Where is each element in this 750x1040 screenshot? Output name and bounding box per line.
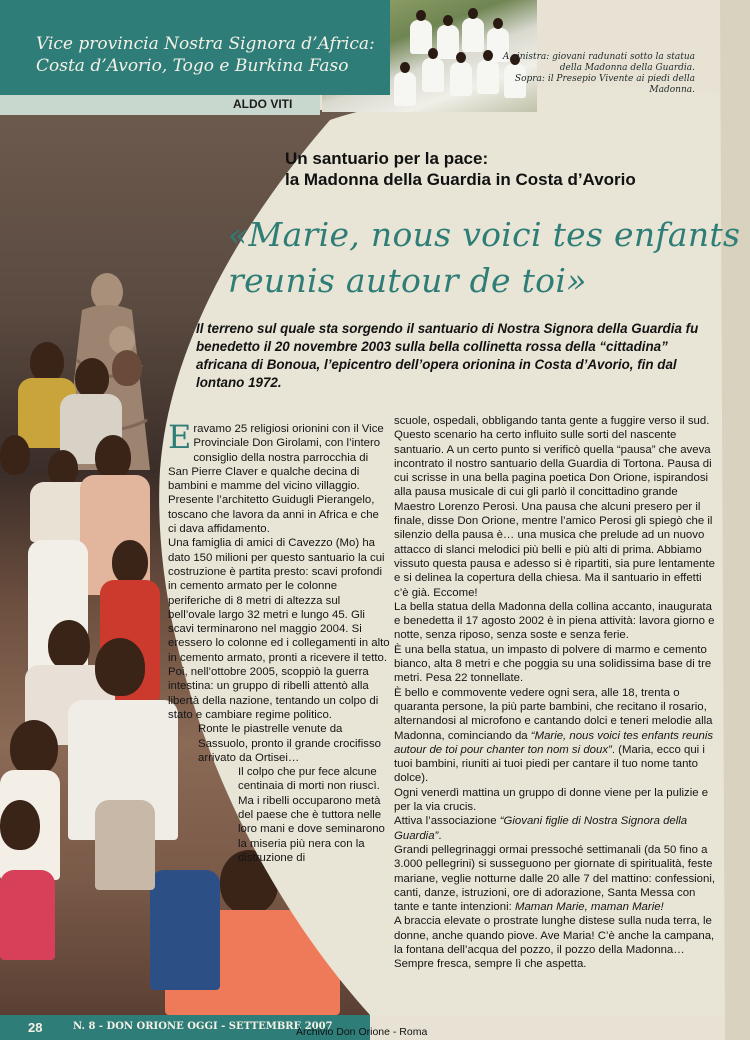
- drop-cap: E: [168, 418, 192, 456]
- col1-paragraph-2: Una famiglia di amici di Cavezzo (Mo) ha dato 150 milioni per questo santuario la cui costruzione è partita presto: scavi profondi in cemento armato per le colonne periferiche di 8 metri di altezza sul bell’ovale largo 32 metri e lungo 45. Gli scavi terminarono nel maggio 2004. Si eressero lo colonne ed i collegamenti in alto in cemento armato, pronti a ricevere il tetto. Poi, nell’ottobre 2005, scoppiò la guerra intestina: un gruppo di ribelli attentò alla libertà della nazione, tentando un colpo di stato e cambiare regime politico.: [168, 537, 390, 721]
- article-column-2: [394, 414, 719, 972]
- headline-line-1: Un santuario per la pace:: [285, 149, 489, 168]
- p5-italic: “Marie, nous voici tes enfants reunis autour de toi pour chanter ton nom si doux”: [394, 729, 714, 756]
- col2-paragraph-3: La bella statua della Madonna della collina accanto, inaugurata e benedetta il 17 agosto 2002 è in piena attività: lavora giorno e notte, senza riposo, senza soste e senza ferie.: [394, 600, 715, 642]
- col2-paragraph-6: Ogni venerdì mattina un gruppo di donne viene per la pulizie e per la via crucis.: [394, 786, 709, 814]
- col2-paragraph-5: [394, 686, 719, 786]
- col2-paragraph-1: scuole, ospedali, obbligando tanta gente a fuggire verso il sud.: [394, 415, 710, 427]
- issue-line: N. 8 - DON ORIONE OGGI - SETTEMBRE 2007: [73, 1021, 333, 1032]
- col1-paragraph-3: Il colpo che pur fece alcune centinaia di morti non riuscì. Ma i ribelli occuparono metà del paese che è tuttora nelle loro mani e dove seminarono la miseria più nera con la distruzione di: [238, 766, 385, 864]
- quote-line-2: reunis autour de toi»: [228, 261, 587, 300]
- col1-paragraph-2b: Ronte le piastrelle venute da Sassuolo, pronto il grande crocifisso arrivato da Ortisei…: [198, 723, 381, 764]
- p8-italic: Maman Marie, maman Marie!: [514, 901, 664, 914]
- section-header: [0, 0, 390, 95]
- p5-text-b: . (Maria, ecco qui i tuoi bambini, riuniti ai tuoi piedi per cantare il tuo nome tanto dolce).: [394, 743, 705, 785]
- caption-line-2: della Madonna della Guardia.: [559, 63, 695, 73]
- archive-watermark: Archivio Don Orione - Roma: [296, 1026, 428, 1038]
- headline-line-2: la Madonna della Guardia in Costa d’Avorio: [285, 170, 636, 189]
- article-title-quote: [228, 212, 740, 304]
- lead-paragraph: Il terreno sul quale sta sorgendo il santuario di Nostra Signora della Guardia fu benedetto il 20 novembre 2003 sulla bella collinetta rossa della “cittadina” africana di Bonoua, l’epicentro dell’opera orionina in Costa d’Avorio, fin dal lontano 1972.: [196, 321, 699, 390]
- p7-italic: “Giovani figlie di Nostra Signora della Guardia”: [394, 815, 688, 842]
- col1-p1-text: ravamo 25 religiosi orionini con il Vice Provinciale Don Girolami, con l’intero consiglio della nostra parrocchia di San Pierre Claver e qualche decina di bambini e mamme del vicino villaggio. Presente l’architetto Guidugli Pierangelo, toscano che lavora da anni in Africa e che ci dava affidamento.: [168, 423, 384, 536]
- section-title-line-2: Costa d’Avorio, Togo e Burkina Faso: [36, 56, 349, 76]
- col1-paragraph-1: [168, 418, 390, 536]
- p8-text-a: Grandi pellegrinaggi ormai pressoché settimanali (da 50 fino a 3.000 pellegrini) si susseguono per giornate di spiritualità, feste mariane, veglie notturne dalle 20 alle 7 del mattino: confessioni, canti, danze, istruzioni, ore di adorazione, Santa Messa con tante e tante intenzioni:: [394, 843, 716, 914]
- col2-paragraph-9: A braccia elevate o prostrate lunghe distese sulla nuda terra, le donne, anche quando piove. Ave Maria! C’è anche la campana, la fontana dell’acqua del pozzo, il pozzo della Madonna… Sempre fresca, sempre lì che aspetta.: [394, 915, 715, 971]
- col2-paragraph-8: [394, 843, 719, 914]
- caption-line-3: Sopra: il Presepio Vivente ai piedi della Madonna.: [514, 74, 695, 95]
- p7-text-b: .: [438, 829, 442, 842]
- caption-line-1: A sinistra: giovani radunati sotto la statua: [502, 52, 695, 62]
- article-headline: [285, 148, 636, 190]
- author-name: ALDO VITI: [233, 97, 293, 111]
- p7-text-a: Attiva l’associazione: [394, 815, 500, 828]
- article-column-1: [168, 418, 390, 865]
- quote-line-1: «Marie, nous voici tes enfants: [228, 215, 741, 254]
- col2-paragraph-4: È una bella statua, un impasto di polvere di marmo e cemento bianco, alta 8 metri e che poggia su una solidissima base di tre metri. Pesa 22 tonnellate.: [394, 643, 712, 685]
- col2-paragraph-7: [394, 814, 719, 843]
- col2-paragraph-2: Questo scenario ha certo influito sulle sorti del nascente santuario. A un certo punto si verificò quella “pausa” che aveva incontrato il nostro santuario della Guardia di Tortona. Pausa di cui scrisse in una bella pagina poetica Don Orione, ispirandosi alla pausa musicale di cui gli parlò il concittadino grande Maestro Lorenzo Perosi. Una pausa che alcuni presero per il finale, disse Don Orione, mentre l’amico Perosi gli spiegò che il silenzio della pausa è… una musica che prelude ad un nuovo attacco di slanci melodici più belli e più alti di prima. Abbiamo vissuto questa pausa e adesso si è ripartiti, sia pure lentamente e si delinea la copertura della chiesa. Ma il santuario in effetti c’è già. Eccome!: [394, 429, 716, 599]
- page-number: 28: [28, 1020, 43, 1035]
- photo-caption: [470, 52, 695, 96]
- section-title-line-1: Vice provincia Nostra Signora d’Africa:: [36, 34, 375, 54]
- p5-text-a: È bello e commovente vedere ogni sera, alle 18, trenta o quaranta persone, la più parte bambini, che recitano il rosario, alternandosi al microfono e cantando dolci e teneri melodie alla Madonna, cominciando da: [394, 686, 713, 742]
